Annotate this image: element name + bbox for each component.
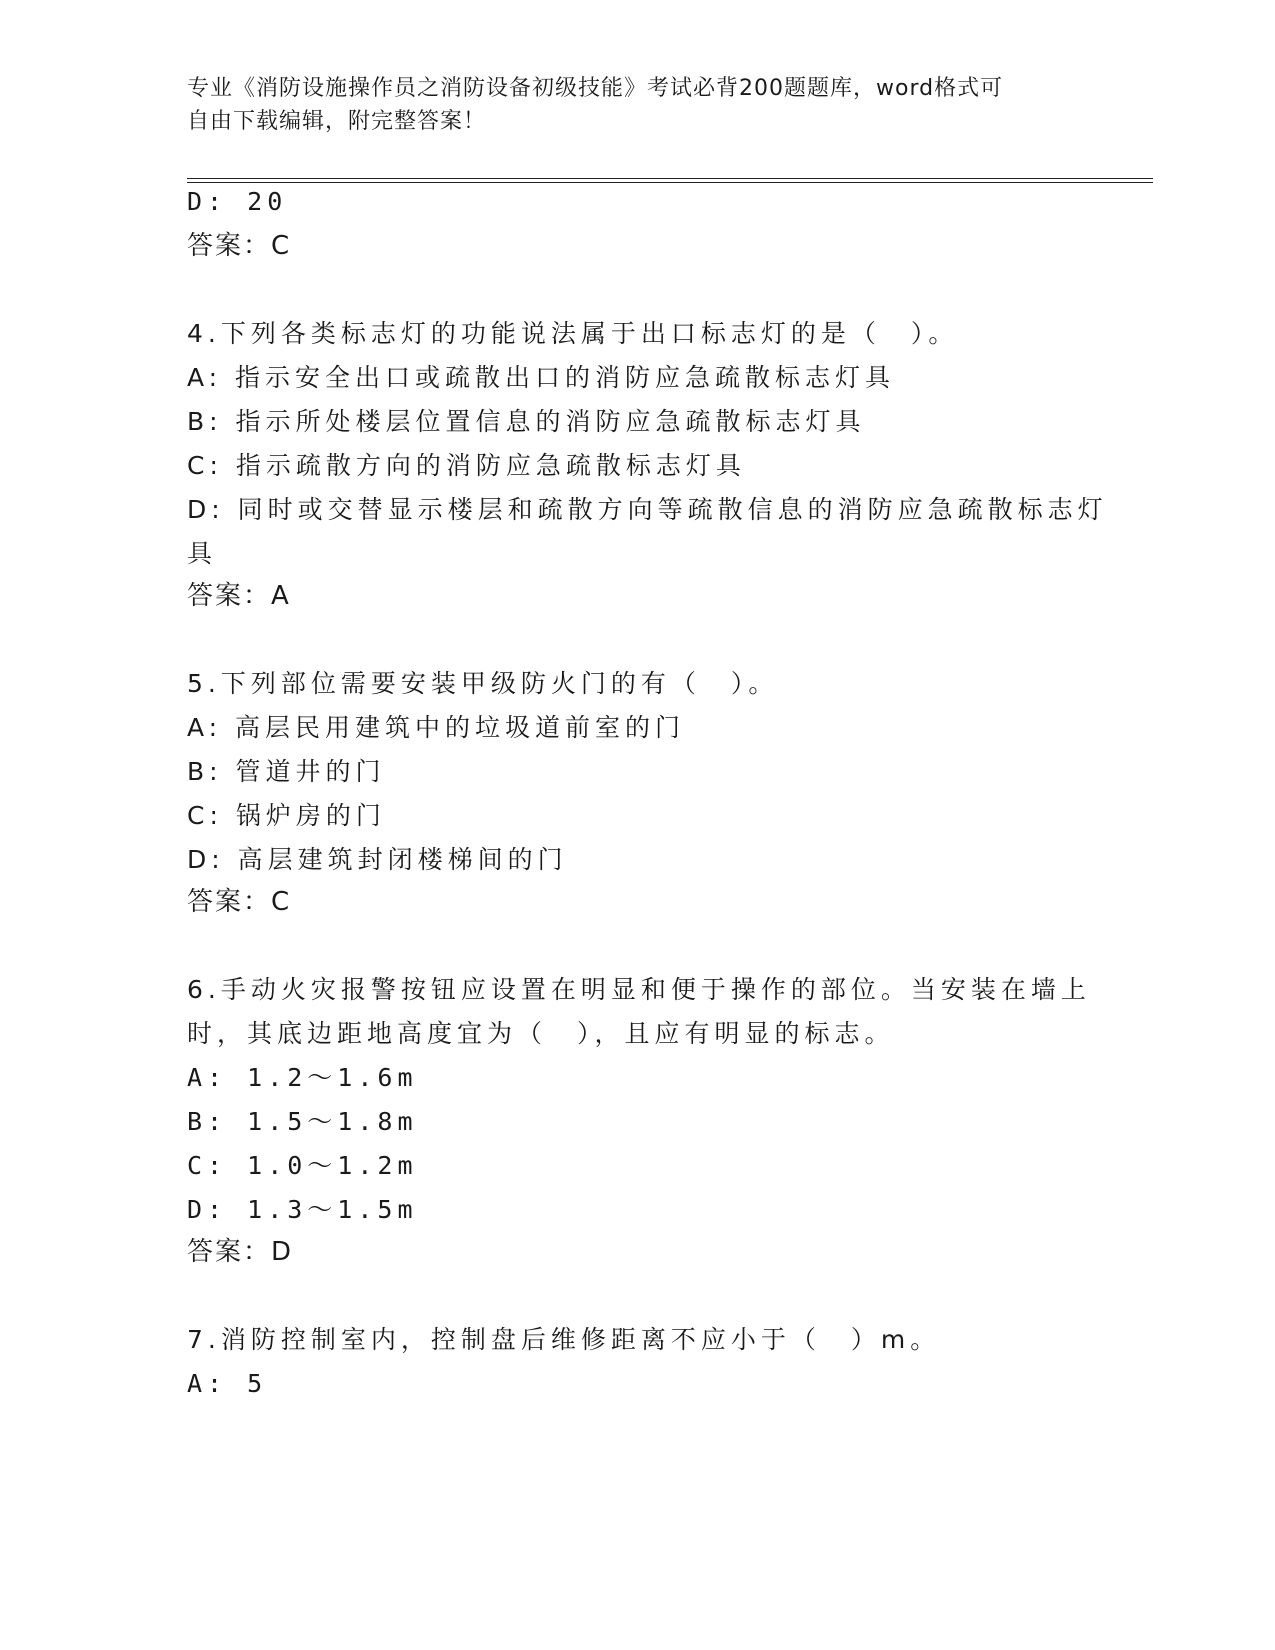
option-a: A: 指示安全出口或疏散出口的消防应急疏散标志灯具 [187,363,896,392]
question-stem: 4.下列各类标志灯的功能说法属于出口标志灯的是（ ）。 [187,319,959,348]
title-line-1: 专业《消防设施操作员之消防设备初级技能》考试必背200题题库，word格式可 [187,76,1004,101]
answer: 答案：C [187,231,292,261]
question-stem-continued: 时，其底边距地高度宜为（ ），且应有明显的标志。 [187,1019,895,1048]
header-divider-top [187,178,1153,179]
option-b: B: 1.5～1.8m [187,1107,418,1136]
option-b: B: 管道井的门 [187,757,386,786]
option-d: D: 同时或交替显示楼层和疏散方向等疏散信息的消防应急疏散标志灯 [187,495,1108,524]
answer: 答案：C [187,887,292,917]
option-d: D: 1.3～1.5m [187,1195,418,1224]
question-stem: 5.下列部位需要安装甲级防火门的有（ ）。 [187,669,779,698]
option-d: D: 高层建筑封闭楼梯间的门 [187,845,568,874]
option-a: A: 高层民用建筑中的垃圾道前室的门 [187,713,686,742]
option-b: B: 指示所处楼层位置信息的消防应急疏散标志灯具 [187,407,866,436]
option-d: D: 20 [187,187,288,216]
option-a: A: 5 [187,1369,268,1398]
title-line-2: 自由下载编辑，附完整答案！ [187,109,487,134]
header-divider-bottom [187,182,1153,183]
option-c: C: 1.0～1.2m [187,1151,418,1180]
answer: 答案：A [187,581,291,611]
option-a: A: 1.2～1.6m [187,1063,418,1092]
question-stem: 7.消防控制室内，控制盘后维修距离不应小于（ ）m。 [187,1325,941,1354]
option-d-continued: 具 [187,539,218,568]
answer: 答案：D [187,1237,294,1267]
option-c: C: 指示疏散方向的消防应急疏散标志灯具 [187,451,746,480]
option-c: C: 锅炉房的门 [187,801,386,830]
document-title [187,72,1067,138]
question-stem: 6.手动火灾报警按钮应设置在明显和便于操作的部位。当安装在墙上 [187,975,1091,1004]
